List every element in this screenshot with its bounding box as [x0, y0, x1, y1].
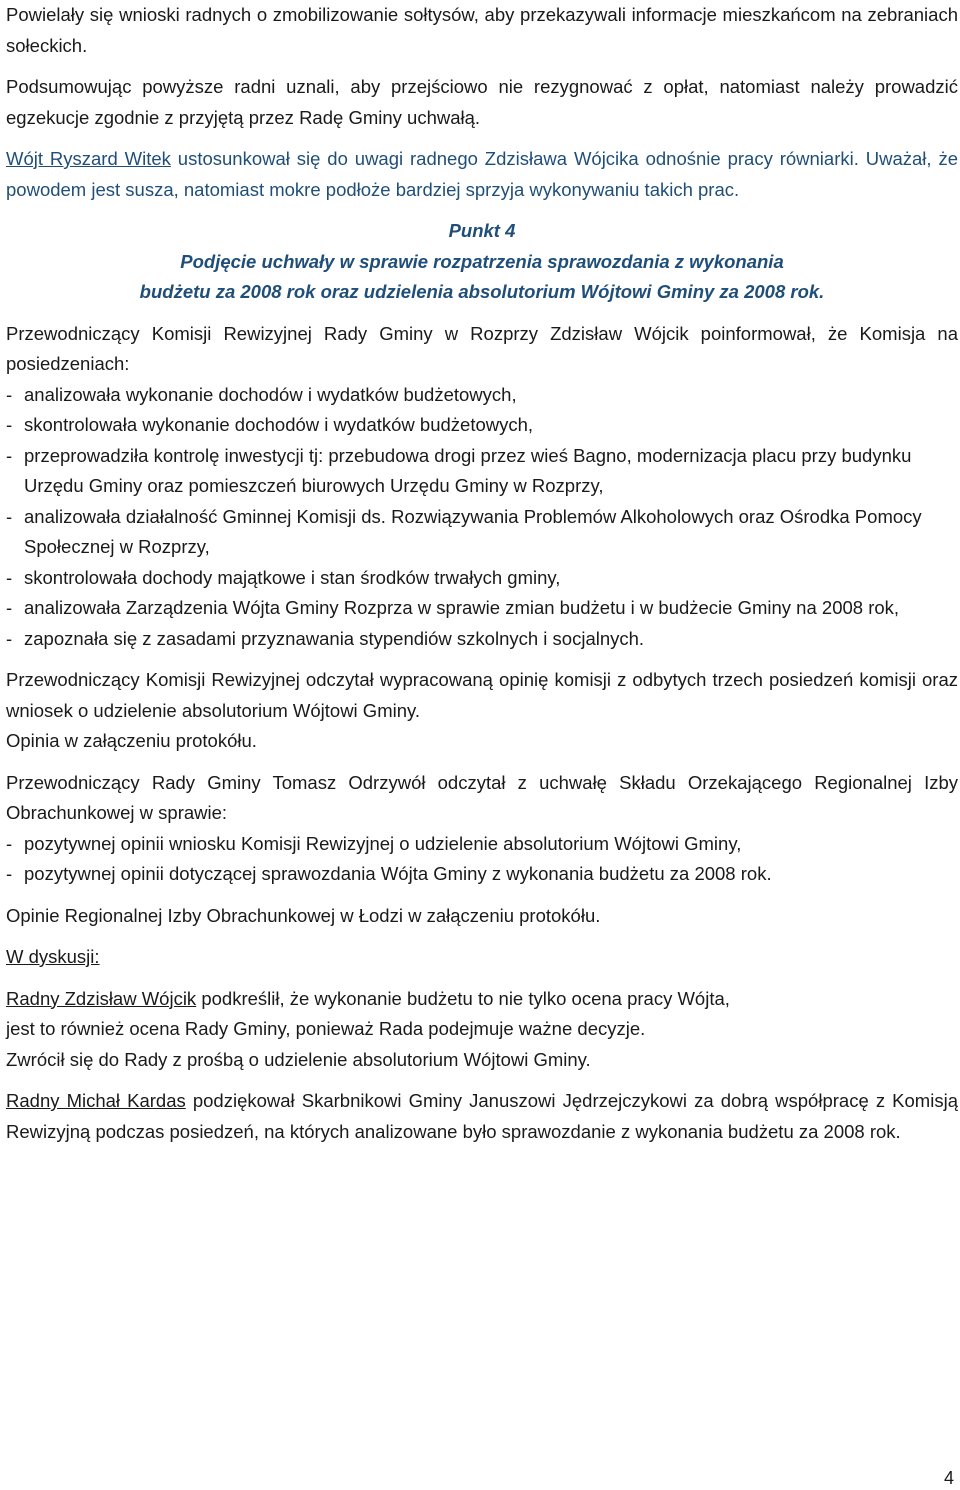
kardas-text: podziękował Skarbnikowi Gminy Januszowi Jędrzejczykowi za dobrą współpracę z Komisją Rewizyjną podczas posiedzeń, na których analizowane było sprawozdanie z wykonania budżetu za 2008 rok. — [6, 1090, 958, 1142]
rio-intro: Przewodniczący Rady Gminy Tomasz Odrzywół odczytał z uchwałę Składu Orzekającego Regionalnej Izby Obrachunkowej w sprawie: — [6, 771, 958, 823]
list-item: - analizowała Zarządzenia Wójta Gminy Rozprza w sprawie zmian budżetu i w budżecie Gminy na 2008 rok, — [6, 593, 958, 624]
paragraph-podsumowanie: Podsumowując powyższe radni uznali, aby przejściowo nie rezygnować z opłat, natomiast należy prowadzić egzekucje zgodnie z przyjętą przez Radę Gminy uchwałą. — [6, 76, 958, 128]
komisja-intro: Przewodniczący Komisji Rewizyjnej Rady Gminy w Rozprzy Zdzisław Wójcik poinformował, że Komisja na posiedzeniach: — [6, 322, 958, 374]
wojcik-text: podkreślił, że wykonanie budżetu to nie tylko ocena pracy Wójta, — [196, 987, 730, 1009]
rio-list — [6, 829, 958, 890]
list-item: - pozytywnej opinii wniosku Komisji Rewizyjnej o udzielenie absolutorium Wójtowi Gminy, — [6, 829, 958, 860]
dyskusja-heading-text: W dyskusji: — [6, 946, 100, 967]
punkt-header — [6, 216, 958, 308]
komisja-list — [6, 380, 958, 655]
wojt-text: ustosunkował się do uwagi radnego Zdzisława Wójcika odnośnie pracy równiarki. Uważał, że powodem jest susza, natomiast mokre podłoże bardziej sprzyja wykonywaniu takich prac. — [6, 148, 958, 200]
list-item: - analizowała wykonanie dochodów i wydatków budżetowych, — [6, 380, 958, 411]
list-item: - zapoznała się z zasadami przyznawania stypendiów szkolnych i socjalnych. — [6, 624, 958, 655]
list-item: - skontrolowała dochody majątkowe i stan środków trwałych gminy, — [6, 563, 958, 594]
document-page — [6, 0, 958, 1147]
list-item: - analizowała działalność Gminnej Komisji ds. Rozwiązywania Problemów Alkoholowych oraz Ośrodka Pomocy Społecznej w Rozprzy, — [6, 502, 958, 563]
wojt-name: Wójt Ryszard Witek — [6, 148, 171, 169]
kardas-name: Radny Michał Kardas — [6, 1090, 186, 1111]
wojcik-line2: jest to również ocena Rady Gminy, ponieważ Rada podejmuje ważne decyzje. — [6, 1018, 646, 1039]
punkt-heading: Punkt 4 — [448, 220, 516, 241]
dyskusja-heading — [6, 942, 958, 973]
list-item: - przeprowadziła kontrolę inwestycji tj: przebudowa drogi przez wieś Bagno, modernizacja placu przy budynku Urzędu Gminy oraz pomieszczeń biurowych Urzędu Gminy w Rozprzy, — [6, 441, 958, 502]
paragraph-solectwa: Powielały się wnioski radnych o zmobilizowanie sołtysów, aby przekazywali informacje mieszkańcom na zebraniach sołeckich. — [6, 4, 958, 56]
list-item: - pozytywnej opinii dotyczącej sprawozdania Wójta Gminy z wykonania budżetu za 2008 rok. — [6, 859, 958, 890]
paragraph-wojt — [6, 144, 958, 205]
page-number: 4 — [943, 1468, 954, 1488]
wojcik-name: Radny Zdzisław Wójcik — [6, 987, 197, 1009]
list-item: - skontrolowała wykonanie dochodów i wydatków budżetowych, — [6, 410, 958, 441]
opinia-attachment: Opinia w załączeniu protokółu. — [6, 730, 257, 751]
kardas-paragraph — [6, 1086, 958, 1147]
rio-note: Opinie Regionalnej Izby Obrachunkowej w Łodzi w załączeniu protokółu. — [6, 904, 601, 926]
wojcik-line3: Zwrócił się do Rady z prośbą o udzielenie absolutorium Wójtowi Gminy. — [6, 1048, 591, 1070]
opinia-paragraph: Przewodniczący Komisji Rewizyjnej odczytał wypracowaną opinię komisji z odbytych trzech posiedzeń komisji oraz wniosek o udzielenie absolutorium Wójtowi Gminy. — [6, 669, 958, 721]
wojcik-paragraph — [6, 984, 958, 1015]
punkt-title-line1: Podjęcie uchwały w sprawie rozpatrzenia sprawozdania z wykonania — [180, 250, 784, 272]
punkt-title-line2: budżetu za 2008 rok oraz udzielenia absolutorium Wójtowi Gminy za 2008 rok. — [139, 281, 825, 302]
